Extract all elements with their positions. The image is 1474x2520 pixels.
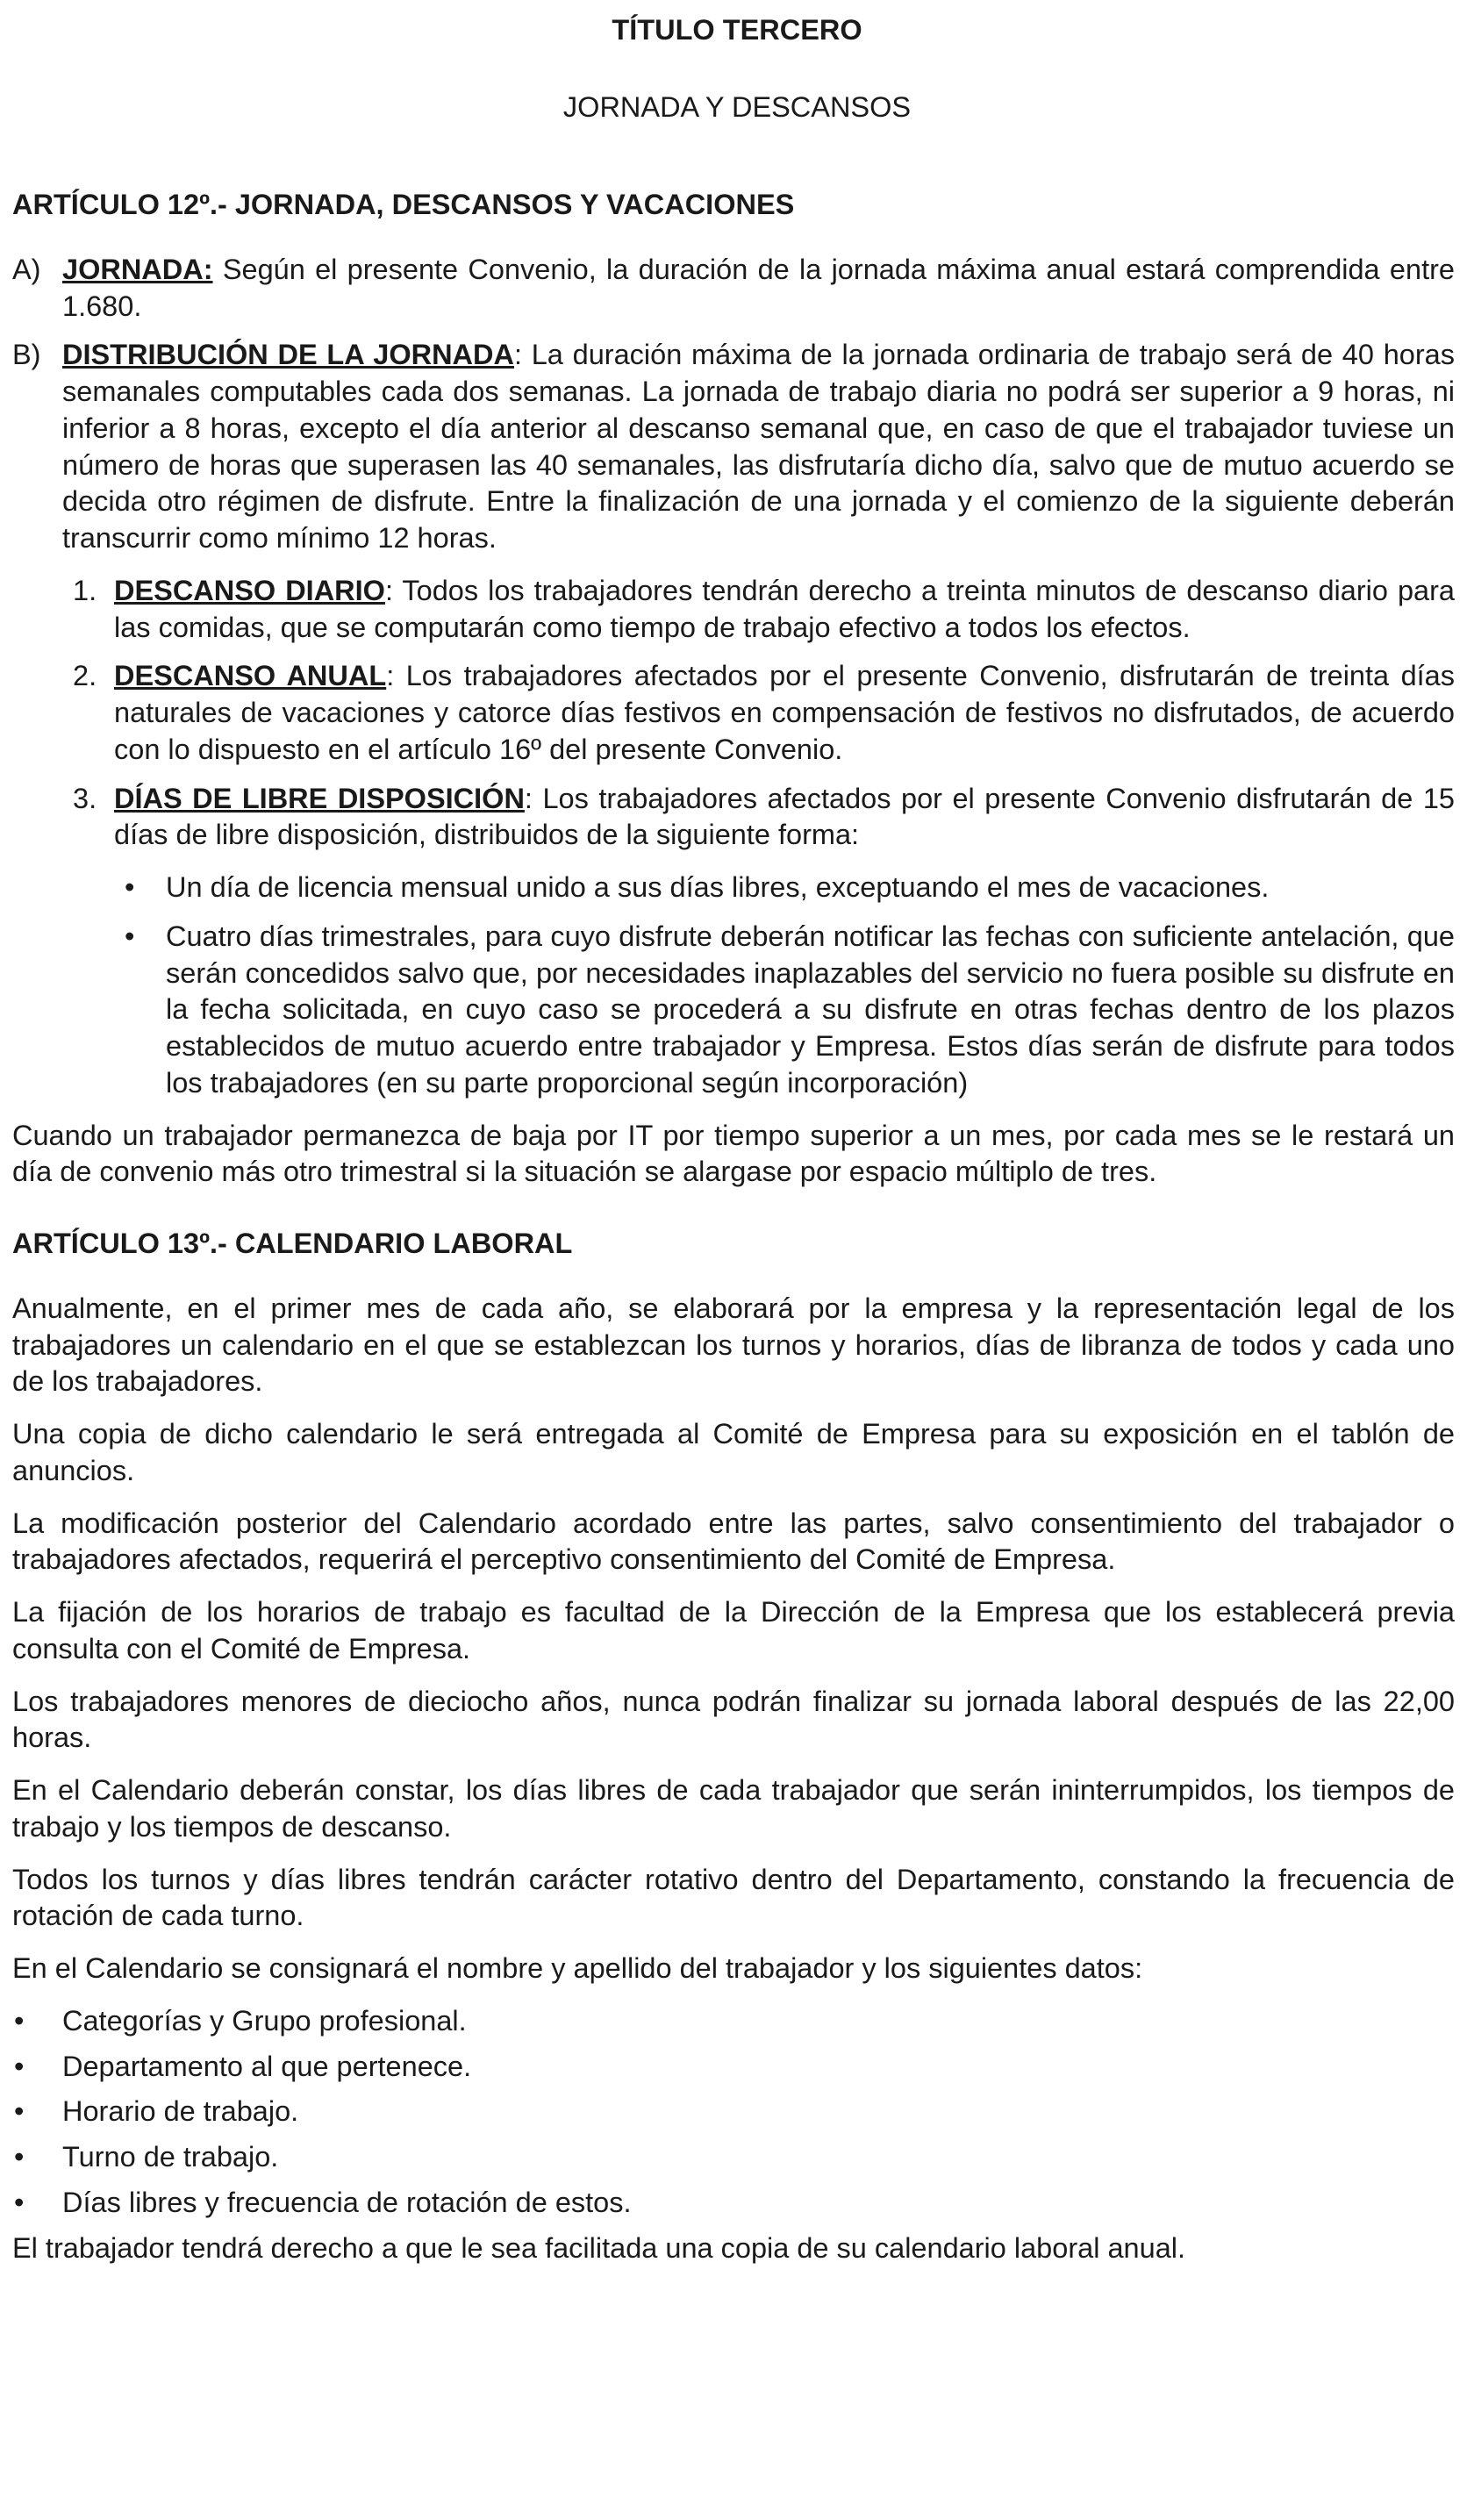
article-13-heading: ARTÍCULO 13º.- CALENDARIO LABORAL (12, 1228, 573, 1259)
title-heading: TÍTULO TERCERO (612, 14, 862, 46)
numbered-item-2-marker: 2. (73, 660, 97, 692)
list-item-text: Días libres y frecuencia de rotación de estos. (62, 2186, 632, 2218)
numbered-item-3 (62, 781, 1455, 855)
article-12 (12, 187, 1455, 1191)
section-b-body (62, 337, 1455, 557)
numbered-item-1 (62, 573, 1455, 647)
paragraph: Todos los turnos y días libres tendrán carácter rotativo dentro del Departamento, constando la frecuencia de rotación de cada turno. (12, 1863, 1455, 1932)
bullet-icon: • (14, 2186, 25, 2218)
list-item (114, 870, 1455, 906)
section-a-text: Según el presente Convenio, la duración de la jornada máxima anual estará comprendida entre 1.680. (62, 253, 1455, 322)
bullet-icon: • (14, 2095, 25, 2128)
paragraph: En el Calendario se consignará el nombre y apellido del trabajador y los siguientes datos: (12, 1952, 1143, 1984)
numbered-item-3-text: : Los trabajadores afectados por el presente Convenio disfrutarán de 15 días de libre disposición, distribuidos de la siguiente forma: (114, 782, 1455, 851)
paragraph: La modificación posterior del Calendario acordado entre las partes, salvo consentimiento del trabajador o trabajadores afectados, requerirá el perceptivo consentimiento del Comité de Empresa. (12, 1507, 1455, 1576)
list-item-text: Horario de trabajo. (62, 2095, 299, 2128)
section-b-text: : La duración máxima de la jornada ordinaria de trabajo será de 40 horas semanales computables cada dos semanas. La jornada de trabajo diaria no podrá ser superior a 9 horas, ni inferior a 8 horas, excepto el día anterior al descanso semanal que, en caso de que el trabajador tuviese un número de horas que superasen las 40 semanales, las disfrutaría dicho día, salvo que de mutuo acuerdo se decida otro régimen de disfrute. Entre la finalización de una jornada y el comienzo de la siguiente deberán transcurrir como mínimo 12 horas. (62, 339, 1455, 554)
bullet-icon: • (14, 2004, 25, 2037)
numbered-item-1-text: : Todos los trabajadores tendrán derecho a treinta minutos de descanso diario para las comidas, que se computarán como tiempo de trabajo efectivo a todos los efectos. (114, 574, 1455, 643)
numbered-item-3-marker: 3. (73, 782, 97, 814)
list-item-text: Categorías y Grupo profesional. (62, 2004, 467, 2037)
article-12-closing: Cuando un trabajador permanezca de baja por IT por tiempo superior a un mes, por cada mes se le restará un día de convenio más otro trimestral si la situación se alargase por espacio múltiplo de tres. (12, 1119, 1455, 1188)
paragraph: Una copia de dicho calendario le será entregada al Comité de Empresa para su exposición en el tablón de anuncios. (12, 1418, 1455, 1486)
document-content (12, 187, 1455, 2282)
list-item (12, 2049, 1455, 2086)
list-item-text: Un día de licencia mensual unido a sus días libres, exceptuando el mes de vacaciones. (166, 871, 1270, 903)
numbered-item-3-label: DÍAS DE LIBRE DISPOSICIÓN (114, 782, 525, 814)
list-item (12, 2139, 1455, 2176)
numbered-item-2-label: DESCANSO ANUAL (114, 660, 387, 692)
bullet-icon: • (14, 2050, 25, 2082)
section-b-marker: B) (12, 339, 41, 371)
paragraph: La fijación de los horarios de trabajo es facultad de la Dirección de la Empresa que los establecerá previa consulta con el Comité de Empresa. (12, 1596, 1455, 1664)
numbered-item-1-body (114, 573, 1455, 647)
list-item-text: Turno de trabajo. (62, 2141, 279, 2173)
article-13 (12, 1226, 1455, 2266)
list-item (12, 2185, 1455, 2222)
bullet-icon: • (125, 920, 135, 952)
numbered-item-2-body (114, 658, 1455, 768)
section-a-body (62, 252, 1455, 326)
paragraph: Los trabajadores menores de dieciocho años, nunca podrán finalizar su jornada laboral después de las 22,00 horas. (12, 1685, 1455, 1754)
numbered-item-1-marker: 1. (73, 574, 97, 606)
list-item (12, 2094, 1455, 2130)
section-a-label: JORNADA: (62, 253, 213, 285)
paragraph: En el Calendario deberán constar, los días libres de cada trabajador que serán ininterrumpidos, los tiempos de trabajo y los tiempos de descanso. (12, 1774, 1455, 1843)
numbered-item-2 (62, 658, 1455, 768)
numbered-item-2-text: : Los trabajadores afectados por el presente Convenio, disfrutarán de treinta días naturales de vacaciones y catorce días festivos en compensación de festivos no disfrutados, de acuerdo con lo dispuesto en el artículo 16º del presente Convenio. (114, 660, 1455, 765)
list-item-text: Cuatro días trimestrales, para cuyo disfrute deberán notificar las fechas con suficiente antelación, que serán concedidos salvo que, por necesidades inaplazables del servicio no fuera posible su disfrute en la fecha solicitada, en cuyo caso se procederá a su disfrute en otras fechas dentro de los plazos establecidos de mutuo acuerdo entre trabajador y Empresa. Estos días serán de disfrute para todos los trabajadores (en su parte proporcional según incorporación) (166, 920, 1455, 1099)
list-item-text: Departamento al que pertenece. (62, 2050, 472, 2082)
section-a-marker: A) (12, 253, 41, 285)
list-item (12, 2003, 1455, 2040)
article-13-closing: El trabajador tendrá derecho a que le sea facilitada una copia de su calendario laboral anual. (12, 2231, 1186, 2264)
numbered-item-3-body (114, 781, 1455, 855)
subtitle-heading: JORNADA Y DESCANSOS (562, 91, 912, 123)
numbered-item-1-label: DESCANSO DIARIO (114, 574, 385, 606)
list-item (114, 919, 1455, 1102)
article-12-heading: ARTÍCULO 12º.- JORNADA, DESCANSOS Y VACACIONES (12, 189, 795, 220)
paragraph: Anualmente, en el primer mes de cada año, se elaborará por la empresa y la representación legal de los trabajadores un calendario en el que se establezcan los turnos y horarios, días de libranza de todos y cada uno de los trabajadores. (12, 1292, 1455, 1398)
section-a (12, 252, 1455, 326)
bullet-icon: • (125, 871, 135, 903)
section-b (12, 337, 1455, 557)
section-b-label: DISTRIBUCIÓN DE LA JORNADA (62, 339, 514, 371)
bullet-icon: • (14, 2141, 25, 2173)
